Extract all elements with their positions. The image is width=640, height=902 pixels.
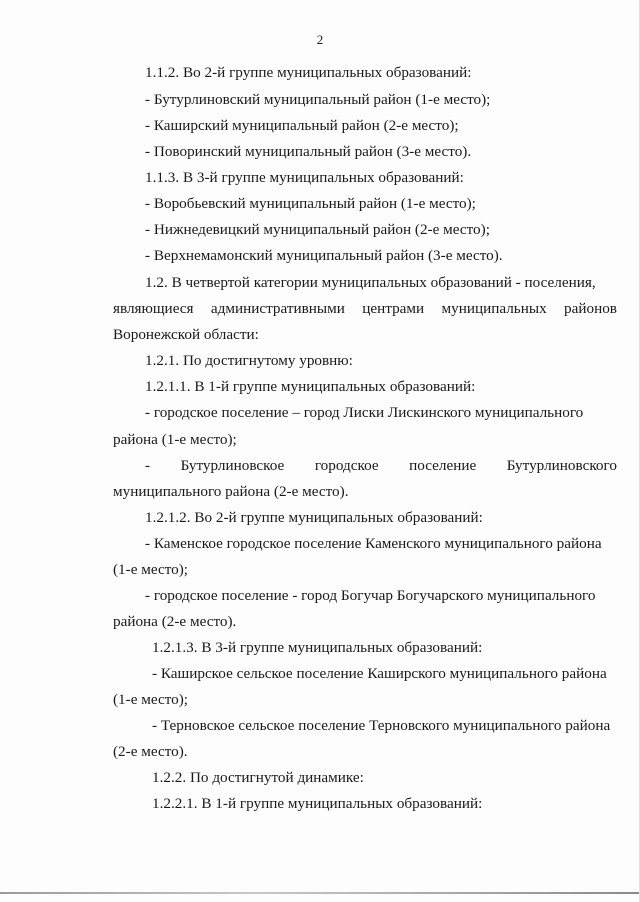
text-line: - Верхнемамонский муниципальный район (3-е место). [145,247,503,264]
text-line: - Терновское сельское поселение Терновского муниципального района [152,717,611,734]
text-line: Воронежской области: [113,326,259,343]
text-line: 1.2.2. По достигнутой динамике: [152,769,364,786]
text-line: 1.2. В четвертой категории муниципальных образований - поселения, [145,274,596,291]
word: районов [564,300,617,317]
text-line: (1-е место); [113,561,189,578]
text-line: - Каменское городское поселение Каменского муниципального района [145,535,602,552]
text-line: муниципального района (2-е место). [113,483,349,500]
justified-line [145,456,617,476]
text-line: 1.2.1.2. Во 2-й группе муниципальных образований: [145,509,483,526]
word: административными [210,300,345,317]
justified-line [113,299,617,319]
text-line: - Воробьевский муниципальный район (1-е место); [145,195,476,212]
text-line: - городское поселение - город Богучар Богучарского муниципального [145,587,596,604]
text-line: 1.2.1.1. В 1-й группе муниципальных образований: [145,378,476,395]
word: являющиеся [113,300,194,317]
word: Бутурлиновское [180,457,285,474]
text-line: - Каширское сельское поселение Каширского муниципального района [152,665,607,682]
text-line: района (1-е место); [113,431,237,448]
word: центрами [362,300,425,317]
word: муниципальных [441,300,547,317]
text-line: 1.2.2.1. В 1-й группе муниципальных образований: [152,795,483,812]
text-line: - Бутурлиновский муниципальный район (1-е место); [145,91,491,108]
text-line: 1.2.1. По достигнутому уровню: [145,352,353,369]
text-line: (1-е место); [113,691,189,708]
text-line: - Каширский муниципальный район (2-е место); [145,117,459,134]
word: Бутурлиновского [506,457,617,474]
text-line: (2-е место). [113,743,188,760]
text-line: - Поворинский муниципальный район (3-е место). [145,143,472,160]
text-line: - Нижнедевицкий муниципальный район (2-е место); [145,221,490,238]
word: - [145,457,151,474]
text-line: 1.1.2. Во 2-й группе муниципальных образований: [145,64,472,81]
word: поселение [409,457,477,474]
text-line: - городское поселение – город Лиски Лискинского муниципального [145,404,584,421]
text-line: 1.1.3. В 3-й группе муниципальных образований: [145,169,464,186]
text-line: района (2-е место). [113,613,237,630]
scan-bottom-edge [0,892,640,894]
page-number: 2 [316,32,324,47]
text-line: 1.2.1.3. В 3-й группе муниципальных образований: [152,639,483,656]
word: городское [314,457,379,474]
